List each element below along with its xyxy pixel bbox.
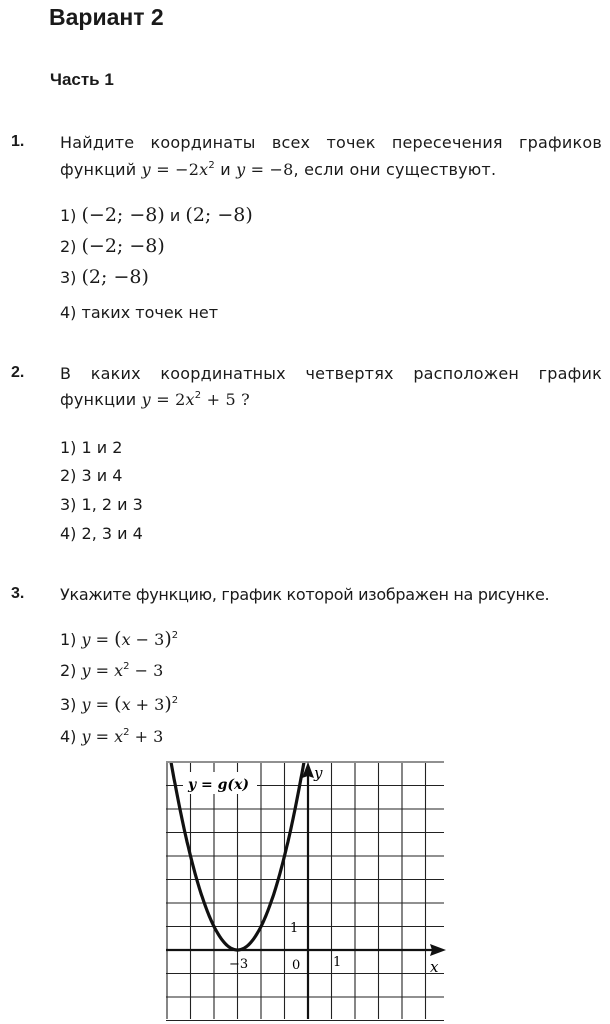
q2-option-1[interactable]: 1) 1 и 2	[60, 438, 123, 457]
func-label: y = g(x)	[188, 777, 249, 793]
tick-label-y-1: 1	[290, 921, 299, 936]
word: каких	[90, 364, 141, 383]
q3-option-3[interactable]: 3) $y = (x + 3)^2$	[60, 693, 179, 715]
q1-option-3[interactable]: 3) (2; −8)	[60, 266, 149, 288]
origin-label: 0	[292, 958, 301, 973]
q1-option-2[interactable]: 2) (−2; −8)	[60, 235, 165, 257]
question-1-line-2: функций $y = -2x^2$ и y = −8, если они существуют.	[60, 160, 497, 179]
word: четвертях	[305, 364, 394, 383]
word: точек	[326, 133, 376, 152]
tick-label-x-minus-3: −3	[229, 957, 249, 972]
question-2-number: 2.	[11, 364, 25, 381]
word: графиков	[519, 133, 602, 152]
word: В	[60, 364, 72, 383]
question-3-number: 3.	[11, 585, 25, 602]
axes	[166, 762, 446, 1019]
q1-option-4[interactable]: 4) таких точек нет	[60, 303, 219, 322]
x-axis-label: x	[430, 958, 439, 976]
question-3-text: Укажите функцию, график которой изображен на рисунке.	[60, 585, 550, 604]
word: всех	[271, 133, 311, 152]
x-axis-arrow	[430, 944, 446, 956]
question-2-line-2: функции $y = 2x^2 + 5$ ?	[60, 390, 250, 409]
variant-title: Вариант 2	[49, 4, 164, 30]
q2-option-3[interactable]: 3) 1, 2 и 3	[60, 495, 143, 514]
question-1-number: 1.	[11, 133, 25, 150]
word: расположен	[413, 364, 520, 383]
q3-option-1[interactable]: 1) $y = (x - 3)^2$	[60, 628, 179, 650]
grid-lines	[166, 762, 444, 1021]
word: координатных	[160, 364, 286, 383]
word: пересечения	[391, 133, 503, 152]
q3-option-2[interactable]: 2) $y = x^2 - 3$	[60, 661, 164, 680]
word: график	[538, 364, 602, 383]
word: координаты	[150, 133, 256, 152]
q3-option-4[interactable]: 4) $y = x^2 + 3$	[60, 727, 164, 746]
tick-label-x-1: 1	[333, 955, 342, 970]
q2-option-2[interactable]: 2) 3 и 4	[60, 466, 123, 485]
q1-option-1[interactable]: 1) (−2; −8) и (2; −8)	[60, 204, 253, 226]
y-axis-label: y	[314, 764, 323, 782]
q2-option-4[interactable]: 4) 2, 3 и 4	[60, 524, 143, 543]
part-title: Часть 1	[50, 70, 114, 89]
word: Найдите	[60, 133, 135, 152]
